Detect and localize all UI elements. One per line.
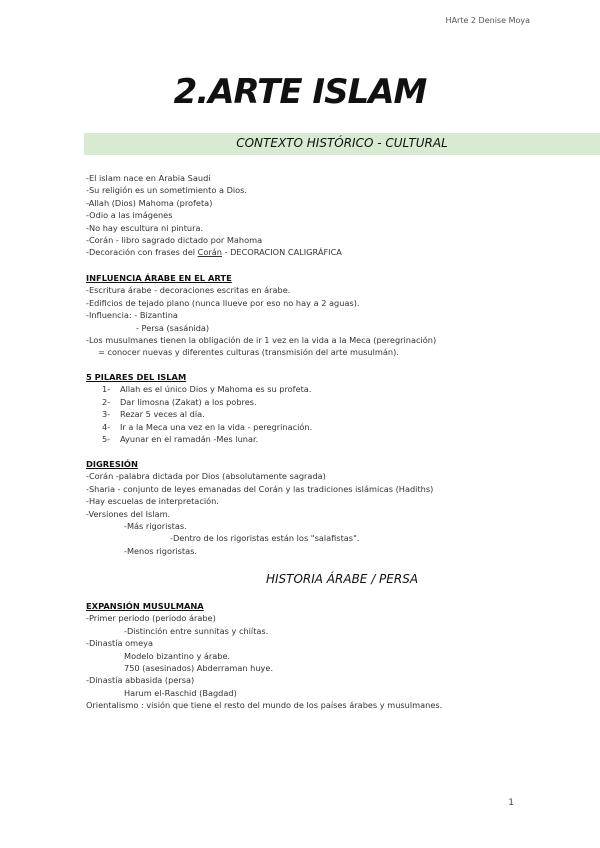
context-line: -El islam nace en Arabia Saudí [86, 173, 211, 183]
expansion-line: Modelo bizantino y árabe. [124, 650, 231, 661]
item-text: Allah es el único Dios y Mahoma es su profeta. [120, 384, 312, 395]
page-title: 2.ARTE ISLAM [173, 72, 427, 112]
item-text: Rezar 5 veces al día. [120, 409, 205, 420]
expansion-line: -Dinastía omeya [86, 638, 153, 649]
context-line: -No hay escultura ni pintura. [86, 222, 204, 233]
context-line-caligrafica [86, 246, 342, 258]
digresion-line: -Sharia - conjunto de leyes emanadas del Corán y las tradiciones islámicas (Hadiths) [86, 483, 434, 494]
list-item [86, 408, 312, 420]
pilares-block [86, 371, 312, 445]
context-line: -Corán - libro sagrado dictado por Mahoma [86, 235, 263, 246]
pilares-list [86, 383, 312, 445]
digresion-line: -Hay escuelas de interpretación. [86, 496, 219, 507]
item-number: 4- [102, 421, 111, 432]
expansion-orientalismo: Orientalismo : visión que tiene el resto del mundo de los países árabes y musulmanes. [86, 700, 443, 711]
influencia-line: -Edificios de tejado plano (nunca llueve por eso no hay a 2 aguas). [86, 297, 360, 308]
digresion-line: -Versiones del Islam. [86, 508, 171, 519]
expansion-heading: EXPANSIÓN MUSULMANA [86, 601, 204, 611]
historia-heading: HISTORIA ÁRABE / PERSA [265, 572, 419, 586]
item-text: Ayunar en el ramadán -Mes lunar. [120, 434, 259, 445]
list-item [86, 383, 312, 395]
list-item [86, 421, 312, 433]
digresion-menos: -Menos rigoristas. [124, 545, 197, 556]
influencia-line: -Escritura árabe - decoraciones escritas en árabe. [86, 285, 291, 296]
context-block [86, 172, 342, 259]
context-line: -Allah (Dios) Mahoma (profeta) [86, 197, 213, 208]
expansion-line: Harum el-Raschid (Bagdad) [124, 687, 237, 698]
digresion-heading: DIGRESIÓN [86, 459, 138, 469]
influencia-transmision: = conocer nuevas y diferentes culturas (transmisión del arte musulmán). [98, 347, 399, 358]
header-author: HArte 2 Denise Moya [445, 16, 530, 25]
context-line: -Odio a las imágenes [86, 210, 173, 221]
item-text: Dar limosna (Zakat) a los pobres. [120, 396, 257, 407]
influencia-persa: - Persa (sasánida) [136, 322, 210, 333]
digresion-block [86, 458, 433, 557]
item-text: Ir a la Meca una vez en la vida - peregrinación. [120, 421, 313, 432]
context-line-prefix: -Decoración con frases del [86, 247, 198, 258]
pilares-heading: 5 PILARES DEL ISLAM [86, 372, 187, 382]
expansion-line: -Distinción entre sunnitas y chiítas. [124, 625, 269, 636]
context-heading: CONTEXTO HISTÓRICO - CULTURAL [236, 136, 448, 150]
expansion-line: -Dinastía abbasida (persa) [86, 675, 195, 686]
influencia-peregrinacion: -Los musulmanes tienen la obligación de ir 1 vez en la vida a la Meca (peregrinación) [86, 335, 437, 346]
item-number: 2- [102, 396, 111, 407]
context-line: -Su religión es un sometimiento a Dios. [86, 185, 248, 196]
item-number: 3- [102, 409, 111, 420]
expansion-line: -Primer periodo (periodo árabe) [86, 613, 216, 624]
coran-link-text: Corán [197, 247, 222, 258]
list-item [86, 396, 312, 408]
digresion-salafistas: -Dentro de los rigoristas están los "salafistas". [170, 533, 360, 544]
digresion-line: -Corán -palabra dictada por Dios (absolutamente sagrada) [86, 471, 326, 482]
item-number: 1- [102, 384, 111, 395]
item-number: 5- [102, 434, 111, 445]
expansion-line: 750 (asesinados) Abderraman huye. [124, 663, 274, 674]
digresion-mas: -Más rigoristas. [124, 521, 187, 532]
expansion-block [86, 600, 442, 712]
page-number: 1 [508, 798, 514, 808]
influencia-block [86, 272, 436, 359]
influencia-heading: INFLUENCIA ÁRABE EN EL ARTE [86, 273, 232, 283]
influencia-line: -Influencia: - Bizantina [86, 310, 178, 321]
list-item [86, 433, 312, 445]
context-line-suffix: - DECORACION CALIGRÁFICA [221, 247, 342, 258]
